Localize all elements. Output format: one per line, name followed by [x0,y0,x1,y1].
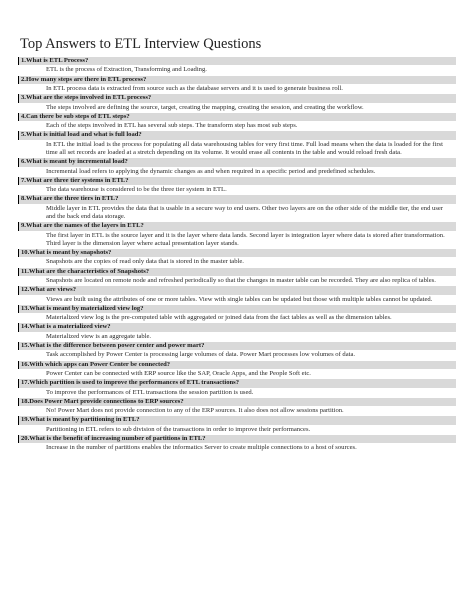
question-heading: 5.What is initial load and what is full load? [18,131,456,139]
answer-text: To improve the performances of ETL transactions the session partition is used. [46,388,254,396]
question-heading: 18.Does Power Mart provide connections to ERP sources? [18,398,456,406]
answer-text: Task accomplished by Power Center is processing large volumes of data. Power Mart processes low volumes of data. [46,351,356,359]
question-heading: 4.Can there be sub steps of ETL steps? [18,113,456,121]
answer-text: The steps involved are defining the source, target, creating the mapping, creating the session, and creating the workflow. [46,103,364,111]
answer-text: Middle layer in ETL provides the data that is usable in a secure way to end users. Other two layers are on the other side of the middle tier, the end user and the back end data storage. [46,204,444,220]
answer-text: No! Power Mart does not provide connection to any of the ERP sources. It also does not allow sessions partition. [46,407,344,415]
answer-text: Snapshots are the copies of read only data that is stored in the master table. [46,258,244,266]
answer-text: The first layer in ETL is the source layer and it is the layer where data lands. Second layer is integration layer where data is stored after transformation. Third layer is the dimension layer where actual presentation layer stands. [46,231,445,247]
question-heading: 14.What is a materialized view? [18,323,456,331]
page-title: Top Answers to ETL Interview Questions [20,36,262,52]
answer-text: Views are built using the attributes of one or more tables. View with single tables can be updated but those with multiple tables cannot be updated. [46,295,433,303]
question-heading: 1.What is ETL Process? [18,57,456,65]
question-heading: 2.How many steps are there in ETL process? [18,76,456,84]
question-heading: 20.What is the benefit of increasing number of partitions in ETL? [18,435,456,443]
question-heading: 16.With which apps can Power Center be connected? [18,361,456,369]
answer-text: ETL is the process of Extraction, Transforming and Loading. [46,66,207,74]
answer-text: In ETL the initial load is the process for populating all data warehousing tables for very first time. Full load means when the data is loaded for the first time all set records are loaded at a stretch depending on its volume. It would erase all contents in the table and would reload fresh data. [46,140,443,156]
question-heading: 11.What are the characteristics of Snapshots? [18,268,456,276]
question-heading: 8.What are the three tiers in ETL? [18,195,456,203]
question-heading: 15.What is the difference between power center and power mart? [18,342,456,350]
question-heading: 19.What is meant by partitioning in ETL? [18,416,456,424]
answer-text: Materialized view log is the pre-computed table with aggregated or joined data from the fact tables as well as the dimension tables. [46,314,392,322]
answer-text: Partitioning in ETL refers to sub division of the transactions in order to improve their performances. [46,425,311,433]
question-heading: 12.What are views? [18,286,456,294]
answer-text: Power Center can be connected with ERP source like the SAP, Oracle Apps, and the People Soft etc. [46,369,311,377]
answer-text: Increase in the number of partitions enables the informatics Server to create multiple connections to a host of sources. [46,444,357,452]
answer-text: In ETL process data is extracted from source such as the database servers and it is used to generate business roll. [46,85,343,92]
answer-text: Incremental load refers to applying the dynamic changes as and when required in a specific period and predefined schedules. [46,167,376,175]
answer-text: Each of the steps involved in ETL has several sub steps. The transform step has most sub steps. [46,122,298,130]
question-heading: 3.What are the steps involved in ETL process? [18,94,456,102]
question-heading: 9.What are the names of the layers in ETL? [18,222,456,230]
answer-text: The data warehouse is considered to be the three tier system in ETL. [46,186,227,194]
question-heading: 6.What is meant by incremental load? [18,158,456,166]
question-heading: 7.What are three tier systems in ETL? [18,177,456,185]
answer-text: Materialized view is an aggregate table. [46,332,152,340]
answer-text: Snapshots are located on remote node and refreshed periodically so that the changes in master table can be recorded. They are also replica of tables. [46,276,436,284]
question-heading: 10.What is meant by snapshots? [18,249,456,257]
qa-list [18,57,456,453]
question-heading: 17.Which partition is used to improve the performances of ETL transactions? [18,379,456,387]
question-heading: 13.What is meant by materialized view log? [18,305,456,313]
